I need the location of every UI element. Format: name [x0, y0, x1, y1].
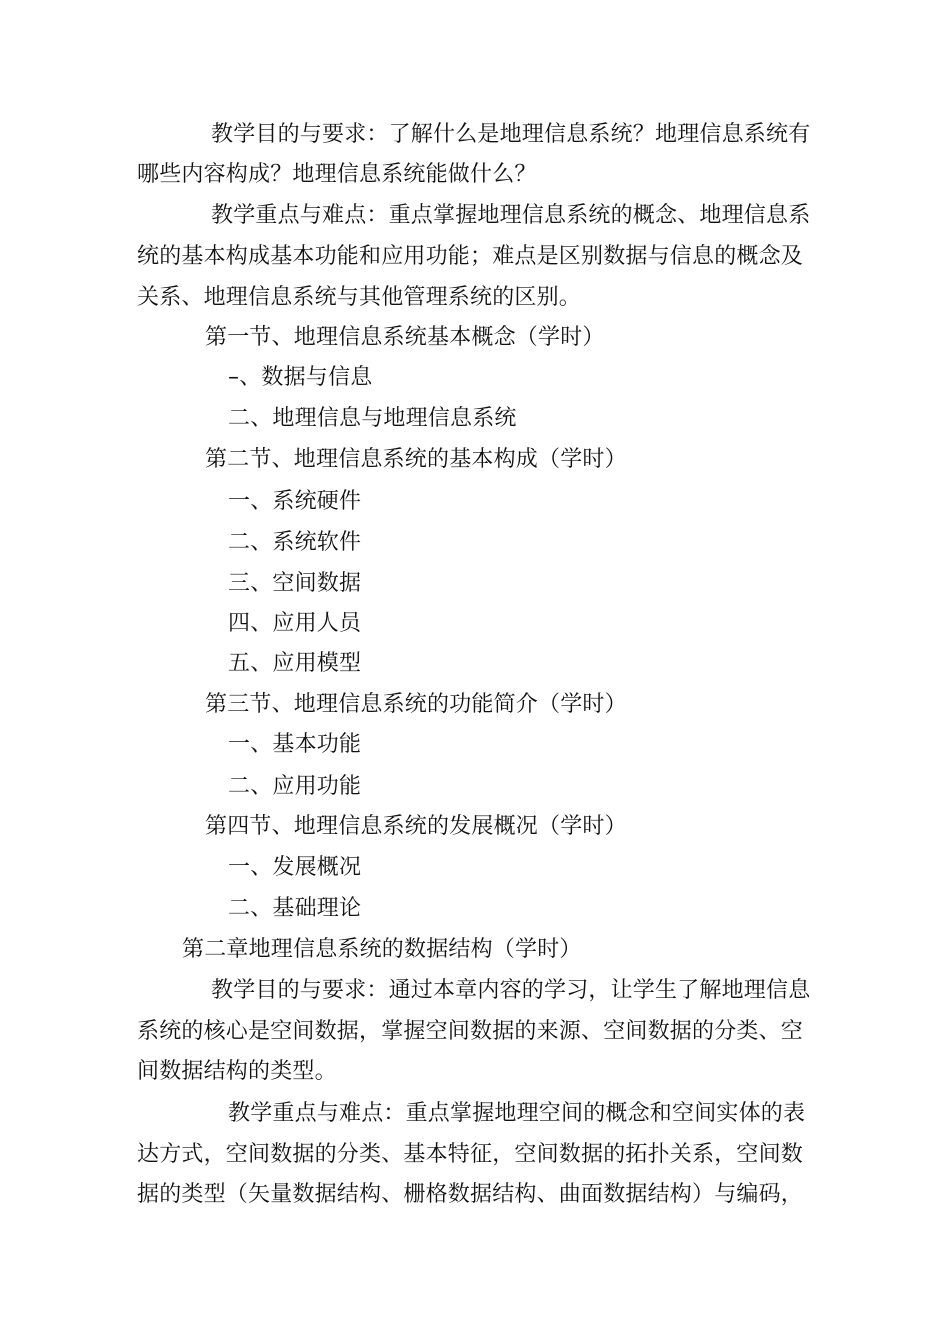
section-3-item-1: 一、基本功能 — [228, 732, 362, 757]
section-2-title: 第二节、地理信息系统的基本构成（学时） — [205, 447, 627, 472]
section-1-title: 第一节、地理信息系统基本概念（学时） — [205, 325, 605, 350]
section-3-item-2: 二、应用功能 — [228, 774, 362, 799]
ch2-keypoints-line-3: 据的类型（矢量数据结构、栅格数据结构、曲面数据结构）与编码， — [137, 1182, 804, 1207]
ch1-goals-line-1: 教学目的与要求：了解什么是地理信息系统？地理信息系统有 — [211, 122, 811, 147]
section-2-item-3: 三、空间数据 — [228, 571, 362, 596]
ch2-keypoints-line-2: 达方式，空间数据的分类、基本特征，空间数据的拓扑关系，空间数 — [137, 1142, 804, 1167]
section-2-item-1: 一、系统硬件 — [228, 489, 362, 514]
section-2-item-2: 二、系统软件 — [228, 530, 362, 555]
section-4-item-1: 一、发展概况 — [228, 855, 362, 880]
section-4-title: 第四节、地理信息系统的发展概况（学时） — [205, 814, 627, 839]
ch2-goals-line-3: 间数据结构的类型。 — [137, 1059, 337, 1084]
section-2-item-5: 五、应用模型 — [228, 651, 362, 676]
chapter-2-title: 第二章地理信息系统的数据结构（学时） — [182, 937, 582, 962]
section-2-item-4: 四、应用人员 — [228, 611, 362, 636]
section-1-item-2: 二、地理信息与地理信息系统 — [228, 406, 517, 431]
ch1-keypoints-line-1: 教学重点与难点：重点掌握地理信息系统的概念、地理信息系 — [211, 203, 811, 228]
ch1-goals-line-2: 哪些内容构成？地理信息系统能做什么？ — [137, 162, 537, 187]
section-4-item-2: 二、基础理论 — [228, 896, 362, 921]
ch1-keypoints-line-2: 统的基本构成基本功能和应用功能；难点是区别数据与信息的概念及 — [137, 244, 804, 269]
ch2-goals-line-2: 系统的核心是空间数据，掌握空间数据的来源、空间数据的分类、空 — [137, 1019, 804, 1044]
ch2-goals-line-1: 教学目的与要求：通过本章内容的学习，让学生了解地理信息 — [211, 978, 811, 1003]
section-1-item-1: –、数据与信息 — [228, 365, 373, 390]
ch1-keypoints-line-3: 关系、地理信息系统与其他管理系统的区别。 — [137, 285, 582, 310]
section-3-title: 第三节、地理信息系统的功能简介（学时） — [205, 692, 627, 717]
ch2-keypoints-line-1: 教学重点与难点：重点掌握地理空间的概念和空间实体的表 — [228, 1101, 806, 1126]
